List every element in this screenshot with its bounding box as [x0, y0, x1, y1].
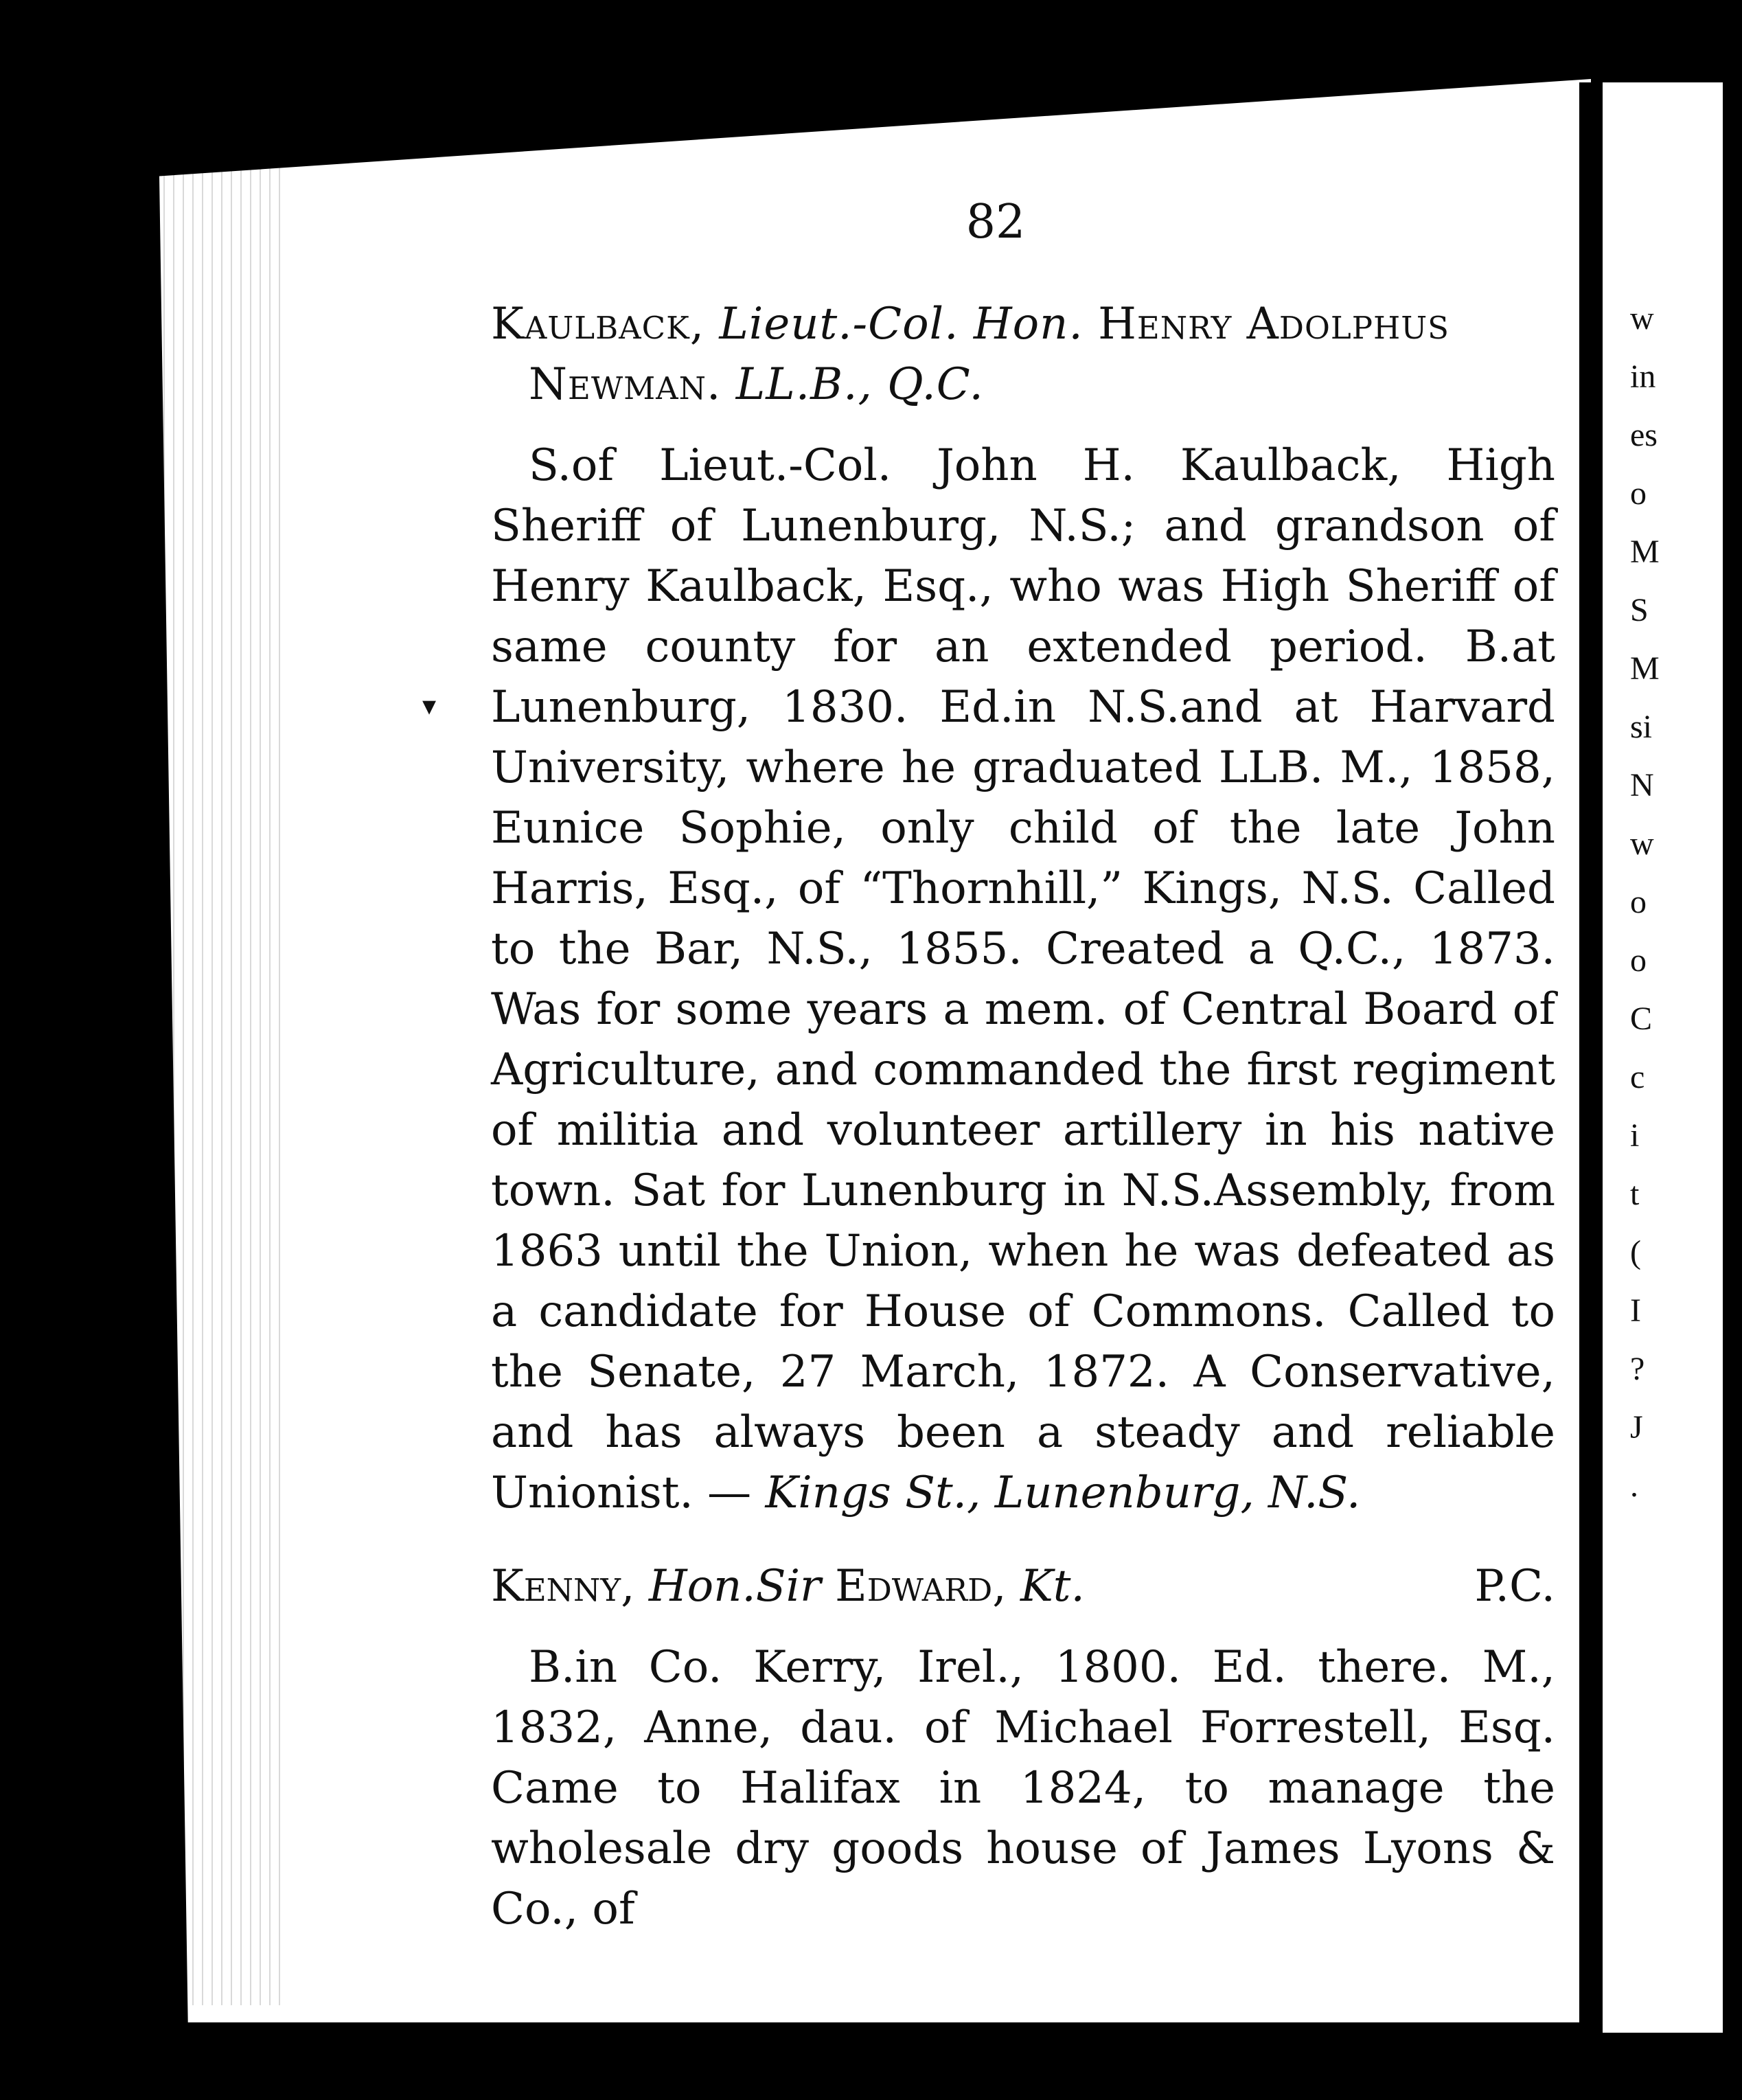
next-page-fragment: C [1630, 1001, 1653, 1037]
next-page-fragment: in [1630, 358, 1656, 395]
surname: Kaulback, [491, 299, 705, 350]
entry-heading-kenny [491, 1556, 1555, 1617]
next-page-fragment: ? [1630, 1351, 1645, 1387]
surname: Kenny, [491, 1561, 635, 1612]
margin-mark: ▾ [422, 690, 437, 722]
next-page-fragment: o [1630, 942, 1647, 979]
next-page-fragment: w [1630, 825, 1654, 862]
next-page-fragment: o [1630, 475, 1647, 512]
next-page-fragment: I [1630, 1292, 1641, 1329]
page-text [491, 192, 1555, 1983]
next-page-fragment: . [1630, 1468, 1638, 1504]
book-spine [1579, 82, 1594, 2033]
next-page-fragment: w [1630, 300, 1654, 336]
body-text: S.of Lieut.-Col. John H. Kaulback, High Sheriff of Lunenburg, N.S.; and grandson of Henry Kaulback, Esq., who was High Sheriff of same county for an extended period. B.at Lunenburg, 1830. Ed.in N.S.and at Harvard University, where he graduated LLB. M., 1858, Eunice Sophie, only child of the late John Harris, Esq., of “Thornhill,” Kings, N.S. Called to the Bar, N.S., 1855. Created a Q.C., 1873. Was for some years a mem. of Central Board of Agriculture, and commanded the first regiment of militia and volunteer artillery in his native town. Sat for Lunenburg in N.S.Assembly, from 1863 until the Union, when he was defeated as a candidate for House of Commons. Called to the Senate, 27 March, 1872. A Conservative, and has always been a steady and reliable Unionist. — [491, 440, 1555, 1518]
given-name: Edward, [834, 1561, 1007, 1612]
next-page-fragment: M [1630, 650, 1660, 687]
entry-body-kaulback [491, 435, 1555, 1523]
next-page-fragment: c [1630, 1059, 1645, 1095]
title: Kt. [1020, 1561, 1085, 1612]
entry-body-kenny: B.in Co. Kerry, Irel., 1800. Ed. there. M., 1832, Anne, dau. of Michael Forrestell, Esq. Came to Halifax in 1824, to manage the wholesale dry goods house of James Lyons & Co., of [491, 1642, 1555, 1934]
next-page-fragment: M [1630, 534, 1660, 570]
address: Kings St., Lunenburg, N.S. [765, 1468, 1361, 1518]
entry-heading-kaulback [491, 294, 1555, 415]
given-names: Henry Adolphus [1098, 299, 1450, 350]
next-page-fragment: t [1630, 1176, 1640, 1212]
next-page-fragment: es [1630, 417, 1658, 453]
next-page-fragment: i [1630, 1117, 1640, 1154]
rank: Hon.Sir [648, 1561, 821, 1612]
degrees: LL.B., Q.C. [735, 359, 984, 410]
next-page-fragment: J [1630, 1409, 1643, 1446]
page-gutter-edges [159, 151, 283, 2005]
post-nominal: P.C. [1474, 1561, 1555, 1612]
next-page-fragment: o [1630, 884, 1647, 920]
next-page-edge [1600, 82, 1723, 2033]
page-number: 82 [965, 195, 1026, 249]
next-page-fragment: S [1630, 592, 1649, 628]
next-page-fragment: N [1630, 767, 1654, 803]
rank: Lieut.-Col. Hon. [719, 299, 1084, 350]
given-name-2: Newman. [529, 359, 722, 410]
next-page-fragment: ( [1630, 1234, 1641, 1270]
next-page-fragment: si [1630, 709, 1653, 745]
